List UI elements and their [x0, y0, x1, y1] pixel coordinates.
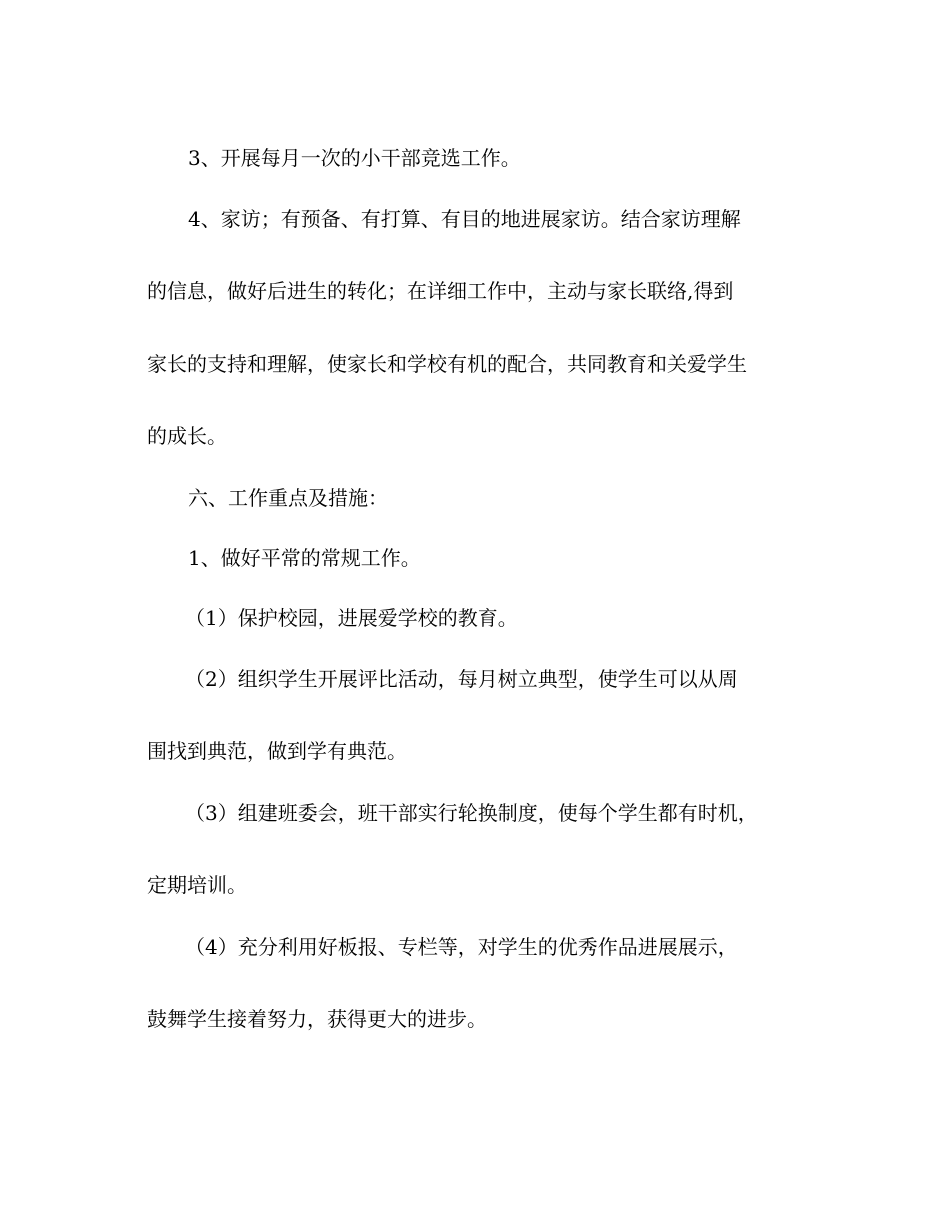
- sub-item-1: （1）保护校园，进展爱学校的教育。: [185, 606, 518, 630]
- paragraph-item-4-line-3: 家长的支持和理解，使家长和学校有机的配合，共同教育和关爱学生: [147, 352, 747, 376]
- sub-item-3-line-1: （3）组建班委会，班干部实行轮换制度，使每个学生都有时机，: [185, 801, 758, 825]
- paragraph-item-4-line-4: 的成长。: [147, 424, 227, 448]
- sub-item-2-line-2: 围找到典范，做到学有典范。: [147, 739, 407, 763]
- sub-item-4-line-1: （4）充分利用好板报、专栏等，对学生的优秀作品进展展示，: [185, 935, 738, 959]
- paragraph-item-4-line-1: 4、家访；有预备、有打算、有目的地进展家访。结合家访理解: [188, 207, 741, 231]
- paragraph-item-1: 1、做好平常的常规工作。: [188, 546, 421, 570]
- sub-item-2-line-1: （2）组织学生开展评比活动，每月树立典型，使学生可以从周: [185, 667, 738, 691]
- sub-item-4-line-2: 鼓舞学生接着努力，获得更大的进步。: [147, 1007, 487, 1031]
- section-heading-6: 六、工作重点及措施：: [188, 486, 388, 510]
- paragraph-item-3: 3、开展每月一次的小干部竞选工作。: [188, 146, 521, 170]
- sub-item-3-line-2: 定期培训。: [147, 873, 247, 897]
- paragraph-item-4-line-2: 的信息，做好后进生的转化；在详细工作中，主动与家长联络,得到: [147, 279, 734, 303]
